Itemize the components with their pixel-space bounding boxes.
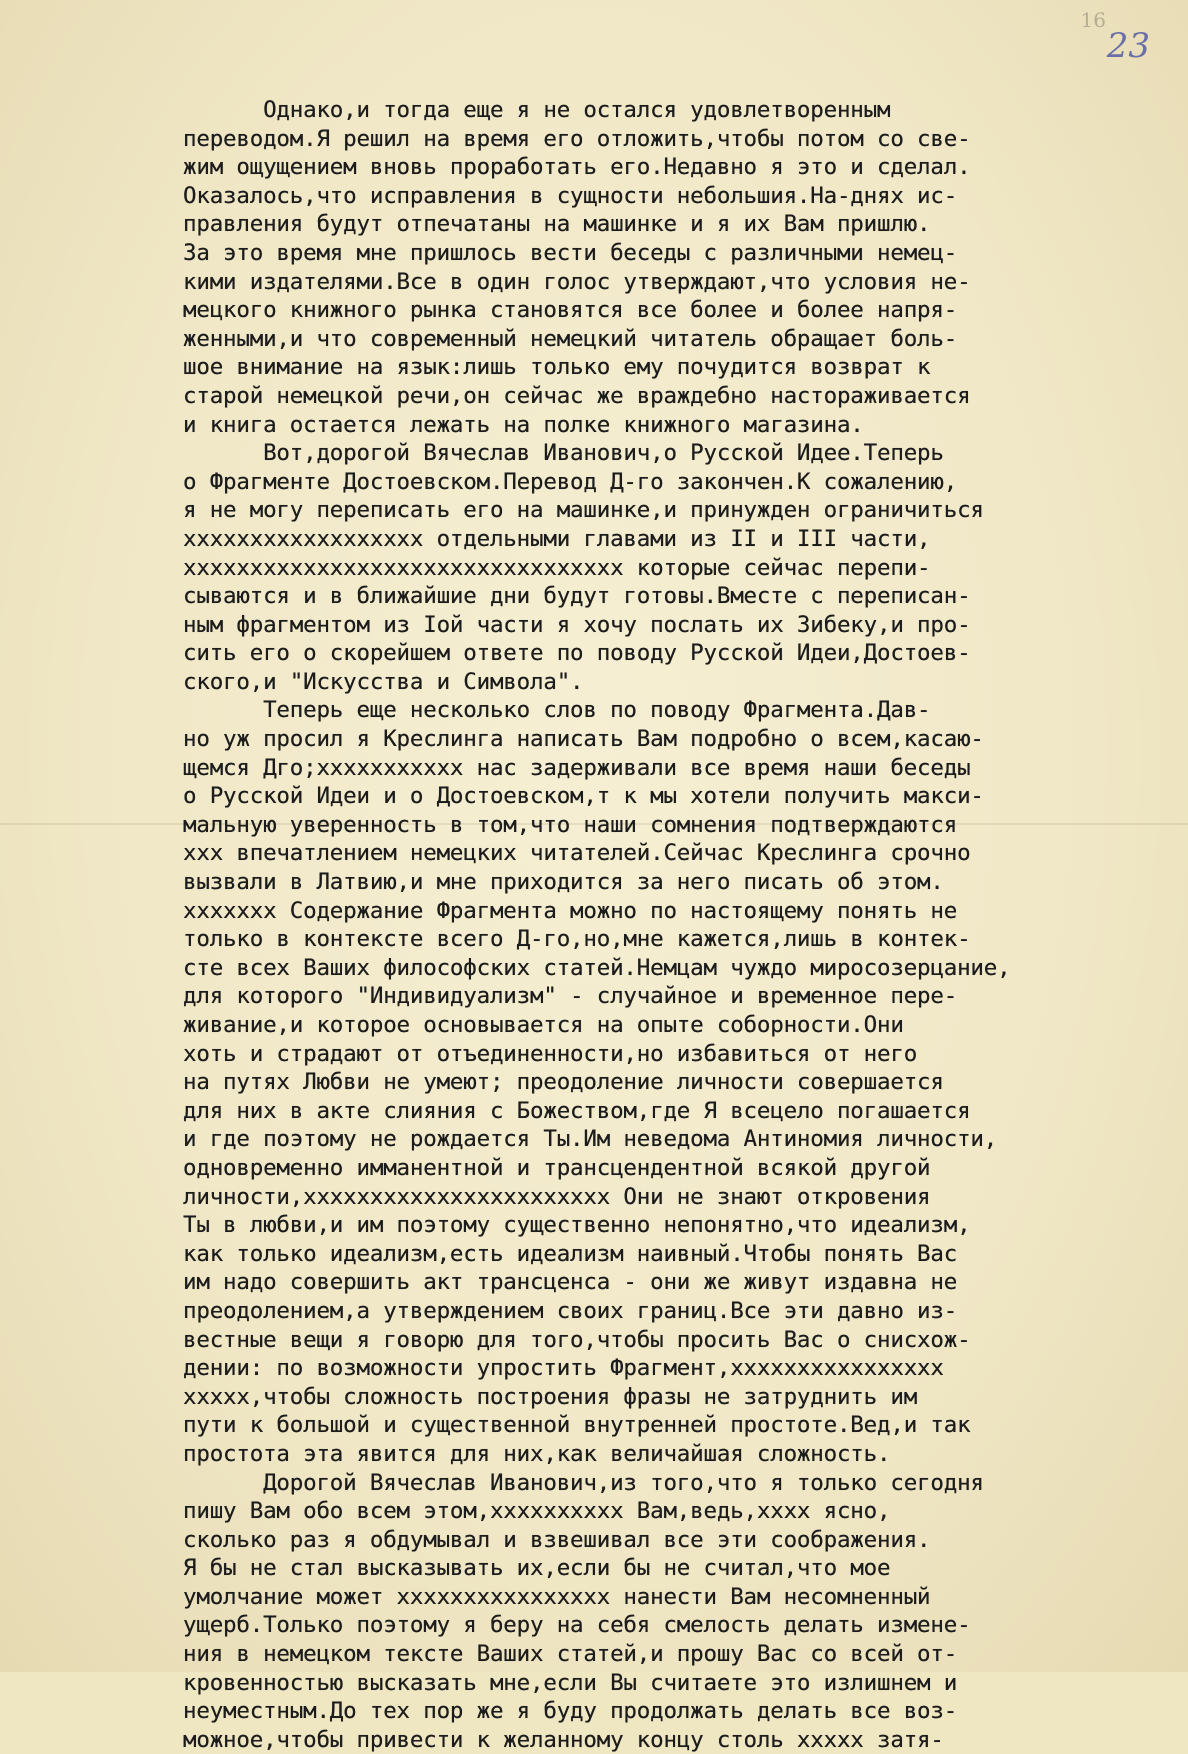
text-line: дении: по возможности упростить Фрагмент,хххххххххххххххх (183, 1355, 944, 1382)
text-line: и книга остается лежать на полке книжного магазина. (183, 411, 864, 438)
text-line: Оказалось,что исправления в сущности небольшия.На-днях ис- (183, 182, 958, 209)
text-line: вестные вещи я говорю для того,чтобы просить Вас о снисхож- (183, 1326, 971, 1353)
text-line: Дорогой Вячеслав Иванович,из того,что я только сегодня (183, 1469, 984, 1496)
page-number-text: 23 (1106, 26, 1150, 66)
corner-mark: 16 (1080, 8, 1106, 32)
text-line: ным фрагментом из Iой части я хочу послать их Зибеку,и про- (183, 611, 971, 638)
text-line: для которого "Индивидуализм" - случайное и временное пере- (183, 983, 958, 1010)
text-line: пишу Вам обо всем этом,хххххххххх Вам,ведь,хххх ясно, (183, 1498, 891, 1525)
text-line: Ты в любви,и им поэтому существенно непонятно,что идеализм, (183, 1212, 971, 1239)
text-line: для них в акте слияния с Божеством,где Я всецело погашается (183, 1097, 971, 1124)
text-line: ххххх,чтобы сложность построения фразы не затруднить им (183, 1383, 918, 1410)
text-line: как только идеализм,есть идеализм наивный.Чтобы понять Вас (183, 1240, 958, 1267)
text-line: и где поэтому не рождается Ты.Им неведома Антиномия личности, (183, 1126, 998, 1153)
text-line: живание,и которое основывается на опыте соборности.Они (183, 1012, 904, 1038)
text-line: кими издателями.Все в один голос утверждают,что условия не- (183, 268, 971, 295)
text-line: женными,и что современный немецкий читатель обращает боль- (183, 325, 958, 352)
text-line: кровенностью высказать мне,если Вы считаете это излишнем и (183, 1669, 958, 1696)
text-line: пути к большой и существенной внутренней простоте.Вед,и так (183, 1412, 971, 1439)
text-line: ххххххххххххххххххххххххххххххххх которые сейчас перепи- (183, 554, 931, 581)
text-line: одновременно имманентной и трансцендентной всякой другой (183, 1154, 931, 1181)
text-line: личности,ххххххххххххххххххххххх Они не знают откровения (183, 1183, 931, 1210)
text-line: неуместным.До тех пор же я буду продолжать делать все воз- (183, 1698, 958, 1725)
text-line: За это время мне пришлось вести беседы с различными немец- (183, 239, 958, 266)
text-line: сить его о скорейшем ответе по поводу Русской Идеи,Достоев- (183, 640, 971, 667)
text-line: старой немецкой речи,он сейчас же враждебно настораживается (183, 382, 971, 409)
text-line: вызвали в Латвию,и мне приходится за него писать об этом. (183, 869, 944, 896)
text-line: можное,чтобы привести к желанному концу столь ххххх затя- (183, 1726, 944, 1753)
text-line: о Фрагменте Достоевском.Перевод Д-го закончен.К сожалению, (183, 468, 958, 495)
text-line: простота эта явится для них,как величайшая сложность. (183, 1440, 891, 1467)
text-line: ского,и "Искусства и Символа". (183, 668, 584, 695)
page-number (1080, 8, 1150, 66)
text-line: сколько раз я обдумывал и взвешивал все эти соображения. (183, 1526, 931, 1553)
text-line: переводом.Я решил на время его отложить,чтобы потом со све- (183, 125, 971, 152)
text-line: жим ощущением вновь проработать его.Недавно я это и сделал. (183, 154, 971, 181)
text-line: только в контексте всего Д-го,но,мне кажется,лишь в контек- (183, 926, 971, 953)
text-line: им надо совершить акт трансценса - они же живут издавна не (183, 1269, 958, 1296)
text-line: но уж просил я Креслинга написать Вам подробно о всем,касаю- (183, 726, 984, 753)
text-line: Теперь еще несколько слов по поводу Фрагмента.Дав- (183, 697, 931, 724)
text-line: хоть и страдают от отъединенности,но избавиться от него (183, 1040, 918, 1067)
text-line: правления будут отпечатаны на машинке и я их Вам пришлю. (183, 211, 931, 238)
text-line: преодолением,а утверждением своих границ.Все эти давно из- (183, 1297, 958, 1324)
text-line: на путях Любви не умеют; преодоление личности совершается (183, 1069, 944, 1096)
letter-body (183, 96, 1113, 1754)
text-line: Вот,дорогой Вячеслав Иванович,о Русской Идее.Теперь (183, 440, 944, 467)
text-line: Я бы не стал высказывать их,если бы не считал,что мое (183, 1555, 891, 1582)
text-line: ния в немецком тексте Ваших статей,и прошу Вас со всей от- (183, 1641, 958, 1668)
text-line: мальную уверенность в том,что наши сомнения подтверждаются (183, 811, 958, 838)
text-line: шое внимание на язык:лишь только ему почудится возврат к (183, 354, 931, 381)
text-line: ххххххх Содержание Фрагмента можно по настоящему понять не (183, 897, 958, 924)
text-line: умолчание может хххххххххххххххх нанести Вам несомненный (183, 1583, 931, 1610)
text-line: ххх впечатлением немецких читателей.Сейчас Креслинга срочно (183, 840, 971, 867)
text-line: ущерб.Только поэтому я беру на себя смелость делать измене- (183, 1612, 971, 1639)
text-line: о Русской Идеи и о Достоевском,т к мы хотели получить макси- (183, 783, 984, 810)
text-line: я не могу переписать его на машинке,и принужден ограничиться (183, 497, 984, 524)
text-line: сте всех Ваших философских статей.Немцам чуждо миросозерцание, (183, 954, 1011, 981)
text-line: Однако,и тогда еще я не остался удовлетворенным (183, 97, 891, 123)
text-line: мецкого книжного рынка становятся все более и более напря- (183, 297, 958, 324)
text-line: щемся Дго;ххххххххххх нас задерживали все время наши беседы (183, 754, 971, 781)
text-line: сываются и в ближайшие дни будут готовы.Вместе с переписан- (183, 583, 971, 610)
text-line: хххххххххххххххххх отдельными главами из II и III части, (183, 525, 931, 552)
